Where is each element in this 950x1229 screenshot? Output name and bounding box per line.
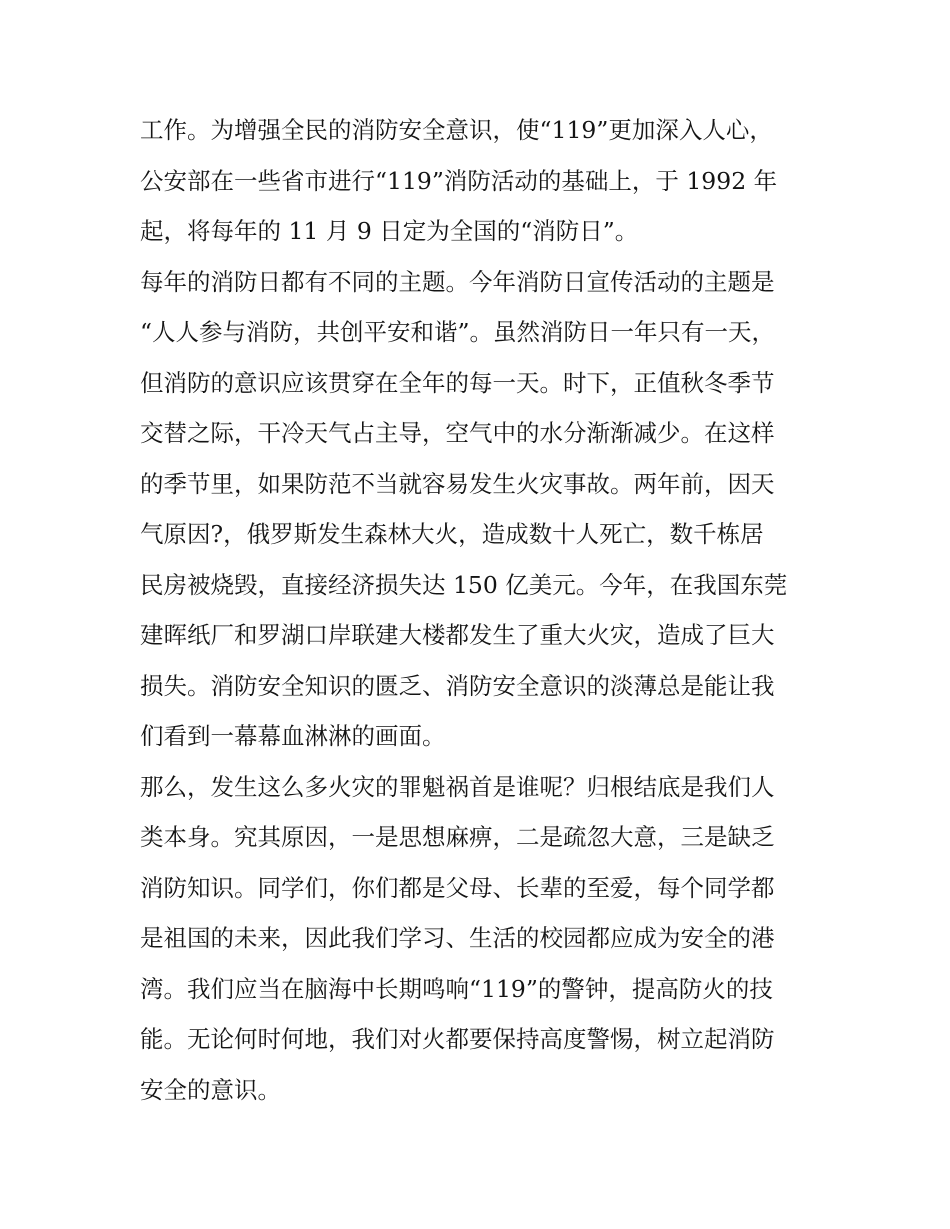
text-line: 们看到一幕幕血淋淋的画面。: [140, 722, 446, 750]
document-body: [140, 105, 820, 1115]
text-line: 工作。为增强全民的消防安全意识，使“119”更加深入人心，: [140, 116, 773, 144]
text-line: 交替之际，干冷天气占主导，空气中的水分渐渐减少。在这样: [140, 419, 775, 447]
text-line: 但消防的意识应该贯穿在全年的每一天。时下，正值秋冬季节: [140, 368, 775, 397]
text-line: 安全的意识。: [140, 1075, 281, 1104]
text-line: 消防知识。同学们，你们都是父母、长辈的至爱，每个同学都: [140, 873, 775, 902]
text-line: 类本身。究其原因，一是思想麻痹，二是疏忽大意，三是缺乏: [140, 823, 775, 851]
text-line: 的季节里，如果防范不当就容易发生火灾事故。两年前，因天: [140, 469, 775, 498]
text-line: 湾。我们应当在脑海中长期鸣响“119”的警钟，提高防火的技: [140, 974, 773, 1003]
paragraph-3: [140, 762, 820, 1116]
text-line: 起，将每年的 11 月 9 日定为全国的“消防日”。: [140, 217, 639, 245]
text-line: 能。无论何时何地，我们对火都要保持高度警惕，树立起消防: [140, 1025, 775, 1053]
text-line: 每年的消防日都有不同的主题。今年消防日宣传活动的主题是: [140, 267, 775, 296]
text-line: 那么，发生这么多火灾的罪魁祸首是谁呢？归根结底是我们人: [140, 772, 775, 801]
text-line: 民房被烧毁，直接经济损失达 150 亿美元。今年，在我国东莞: [140, 570, 788, 599]
text-line: “人人参与消防，共创平安和谐”。虽然消防日一年只有一天，: [140, 318, 776, 346]
text-line: 是祖国的未来，因此我们学习、生活的校园都应成为安全的港: [140, 924, 775, 952]
text-line: 公安部在一些省市进行“119”消防活动的基础上，于 1992 年: [140, 166, 778, 195]
paragraph-1: [140, 105, 820, 257]
text-line: 建晖纸厂和罗湖口岸联建大楼都发生了重大火灾，造成了巨大: [140, 621, 775, 649]
text-line: 损失。消防安全知识的匮乏、消防安全意识的淡薄总是能让我: [140, 671, 775, 700]
text-line: 气原因?，俄罗斯发生森林大火，造成数十人死亡，数千栋居: [140, 520, 764, 548]
paragraph-2: [140, 257, 820, 762]
